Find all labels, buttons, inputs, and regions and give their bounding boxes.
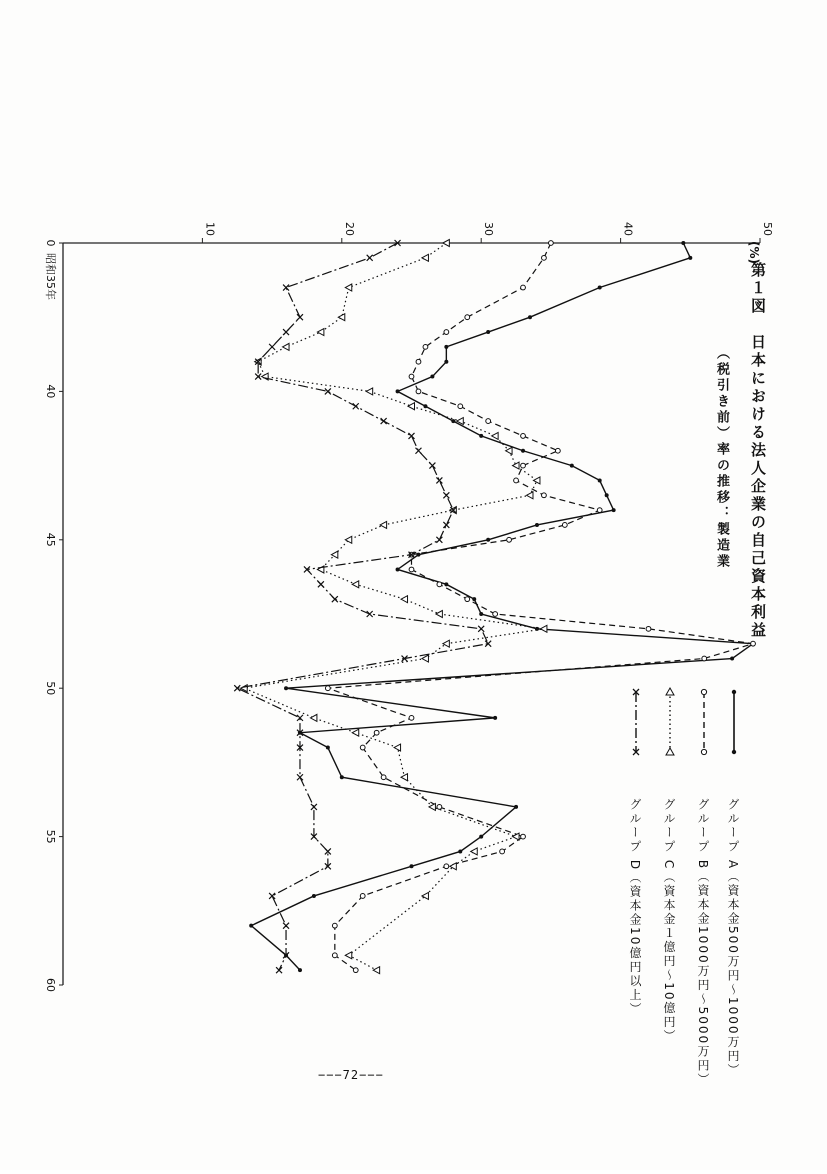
legend-item-group-a <box>722 686 746 1106</box>
data-point <box>311 804 317 810</box>
legend-item-group-c <box>658 686 682 1106</box>
data-point <box>416 389 421 394</box>
page-number: −−−72−−− <box>318 1068 384 1082</box>
data-point <box>332 596 338 602</box>
data-point <box>444 864 449 869</box>
data-point <box>471 848 478 855</box>
data-point <box>444 345 448 349</box>
data-point <box>283 343 290 350</box>
data-point <box>340 775 344 779</box>
data-point <box>423 344 428 349</box>
data-point <box>492 432 499 439</box>
data-point <box>465 597 470 602</box>
data-point <box>702 656 707 661</box>
y-tick-label: 30 <box>482 222 496 236</box>
data-point <box>416 359 421 364</box>
x-tick-label: 60 <box>44 978 57 992</box>
data-point <box>605 493 609 497</box>
data-point <box>507 537 512 542</box>
data-point <box>730 657 734 661</box>
data-point <box>514 478 519 483</box>
legend-label-group-c: グループ C（資本金１億円〜10億円） <box>662 798 676 1044</box>
data-point <box>598 478 602 482</box>
data-point <box>396 389 400 393</box>
data-point <box>353 403 359 409</box>
y-tick-label: 40 <box>621 222 635 236</box>
data-point <box>458 404 463 409</box>
legend-item-group-b <box>692 686 716 1106</box>
data-point <box>444 360 448 364</box>
x-tick-label: 45 <box>44 532 57 547</box>
data-point <box>437 805 442 810</box>
legend-swatch-group-c <box>658 686 682 796</box>
data-point <box>542 255 547 260</box>
data-point <box>444 582 448 586</box>
data-point <box>410 864 414 868</box>
data-point <box>325 686 330 691</box>
legend-swatch-group-d <box>624 686 648 796</box>
data-point <box>401 596 408 603</box>
data-point <box>429 463 435 469</box>
y-tick-label: 20 <box>342 222 356 236</box>
y-unit-label: (%) <box>747 241 761 264</box>
data-point <box>465 315 470 320</box>
data-point <box>688 256 692 260</box>
x-tick-label: 40 <box>44 384 57 399</box>
data-point <box>338 314 345 321</box>
data-point <box>332 923 337 928</box>
data-point <box>493 612 498 617</box>
data-point <box>422 655 429 662</box>
data-point <box>352 581 359 588</box>
data-point <box>345 536 352 543</box>
data-point <box>443 522 449 528</box>
data-point <box>360 745 365 750</box>
x-tick-label: 55 <box>44 829 57 844</box>
data-point <box>436 611 443 618</box>
data-point <box>646 626 651 631</box>
data-point <box>612 508 616 512</box>
data-point <box>506 447 513 454</box>
data-point <box>486 538 490 542</box>
data-point <box>562 523 567 528</box>
data-point <box>486 419 491 424</box>
data-point <box>444 330 449 335</box>
data-point <box>443 492 449 498</box>
data-point <box>478 626 484 632</box>
data-point <box>367 611 373 617</box>
data-point <box>332 953 337 958</box>
data-point <box>526 492 533 499</box>
data-point <box>479 835 483 839</box>
data-point <box>409 567 414 572</box>
series-b <box>325 241 755 973</box>
series-c <box>241 240 547 974</box>
series-line <box>244 243 544 970</box>
data-point <box>486 330 490 334</box>
legend-swatch-group-a <box>722 686 746 796</box>
data-point <box>317 329 324 336</box>
data-point <box>533 477 540 484</box>
data-point <box>297 314 303 320</box>
series-d <box>234 240 491 973</box>
data-point <box>549 241 554 246</box>
legend-label-group-a: グループ A（資本金500万円〜1000万円） <box>726 798 740 1078</box>
legend-label-group-b: グループ B（資本金1000万円〜5000万円） <box>696 798 710 1088</box>
data-point <box>598 286 602 290</box>
y-tick-label: 50 <box>761 222 774 236</box>
data-point <box>394 744 401 751</box>
data-point <box>325 848 331 854</box>
data-point <box>353 968 358 973</box>
data-point <box>409 715 414 720</box>
data-point <box>409 374 414 379</box>
data-point <box>269 344 275 350</box>
chart-title: 第１図 日本における法人企業の自己資本利益 <box>749 262 767 640</box>
data-point <box>312 894 316 898</box>
data-point <box>352 729 359 736</box>
data-point <box>401 774 408 781</box>
data-point <box>597 508 602 513</box>
data-point <box>521 449 525 453</box>
data-point <box>345 952 352 959</box>
data-point <box>422 254 429 261</box>
legend-item-group-d <box>624 686 648 1106</box>
data-point <box>255 374 261 380</box>
data-point <box>249 924 253 928</box>
data-point <box>451 419 455 423</box>
x-tick-label: 50 <box>44 681 57 696</box>
data-point <box>297 774 303 780</box>
series-line <box>237 243 488 970</box>
data-point <box>415 448 421 454</box>
data-point <box>570 464 574 468</box>
data-point <box>436 537 442 543</box>
data-point <box>298 968 302 972</box>
data-point <box>500 849 505 854</box>
data-point <box>409 433 415 439</box>
data-point <box>310 714 317 721</box>
data-point <box>326 746 330 750</box>
data-point <box>437 582 442 587</box>
data-point <box>521 834 526 839</box>
data-point <box>436 477 442 483</box>
data-point <box>555 448 560 453</box>
y-tick-label: 10 <box>203 222 217 236</box>
data-point <box>284 686 288 690</box>
data-point <box>276 967 282 973</box>
data-point <box>325 388 331 394</box>
data-point <box>423 404 427 408</box>
data-point <box>345 284 352 291</box>
data-point <box>283 285 289 291</box>
data-point <box>429 803 436 810</box>
data-point <box>408 403 415 410</box>
chart-subtitle: （税引き前）率の推移：製造業 <box>714 346 729 570</box>
data-point <box>283 923 289 929</box>
x-tick-label: 0 <box>44 239 57 247</box>
data-point <box>521 434 526 439</box>
legend-label-group-d: グループ D（資本金10億円以上） <box>628 798 642 1017</box>
data-point <box>283 329 289 335</box>
data-point <box>374 730 379 735</box>
data-point <box>493 716 497 720</box>
data-point <box>528 315 532 319</box>
data-point <box>521 285 526 290</box>
data-point <box>479 434 483 438</box>
data-point <box>367 255 373 261</box>
data-point <box>443 240 450 247</box>
data-point <box>381 775 386 780</box>
data-point <box>458 849 462 853</box>
series-line <box>328 243 753 970</box>
data-point <box>751 641 756 646</box>
data-point <box>681 241 685 245</box>
data-point <box>396 567 400 571</box>
data-point <box>535 523 539 527</box>
data-point <box>521 463 526 468</box>
legend-swatch-group-b <box>692 686 716 796</box>
data-point <box>540 625 547 632</box>
data-point <box>366 388 373 395</box>
data-point <box>479 612 483 616</box>
data-point <box>373 967 380 974</box>
data-point <box>514 805 518 809</box>
data-point <box>381 418 387 424</box>
data-point <box>472 597 476 601</box>
data-point <box>380 521 387 528</box>
data-point <box>430 375 434 379</box>
x-start-label: 昭和35年 <box>44 253 57 300</box>
data-point <box>318 581 324 587</box>
data-point <box>542 493 547 498</box>
data-point <box>360 894 365 899</box>
data-point <box>513 462 520 469</box>
chart-axes <box>63 243 760 985</box>
data-point <box>269 893 275 899</box>
